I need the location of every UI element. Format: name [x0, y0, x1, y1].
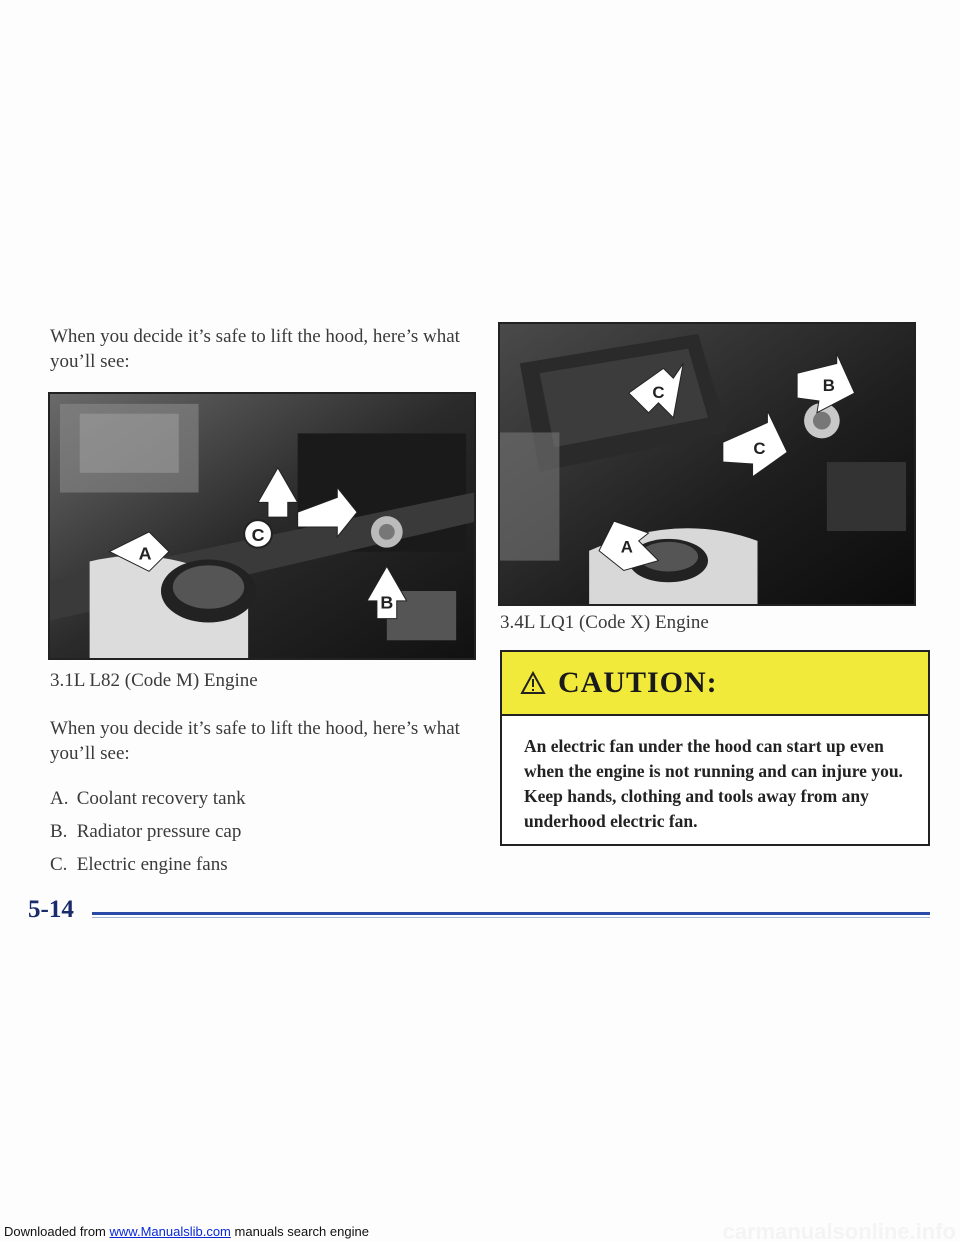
body-text: When you decide it’s safe to lift the hood, here’s what you’ll see: [50, 718, 460, 764]
right-label-b: B [822, 376, 835, 396]
right-label-c2: C [753, 439, 766, 459]
footer-suffix: manuals search engine [234, 1224, 369, 1239]
engine-photo-3-4l [498, 322, 916, 606]
list-item-text: Radiator pressure cap [76, 821, 242, 842]
list-item-text: Coolant recovery tank [76, 788, 246, 809]
page-rule [92, 912, 930, 915]
engine-photo-3-4l-graphic [500, 324, 914, 604]
page-rule-thin [92, 917, 930, 918]
engine-photo-3-1l [48, 392, 476, 660]
list-item [50, 854, 246, 887]
list-item-letter: A. [50, 788, 69, 809]
watermark: carmanualsonline.info [722, 1219, 956, 1244]
footer-prefix: Downloaded from [4, 1224, 106, 1239]
component-list [50, 788, 246, 887]
right-figure-caption: 3.4L LQ1 (Code X) Engine [500, 612, 709, 633]
right-label-a: A [620, 537, 633, 557]
intro-text: When you decide it’s safe to lift the hood, here’s what you’ll see: [50, 326, 460, 372]
left-figure-caption: 3.1L L82 (Code M) Engine [50, 670, 258, 691]
caution-body: An electric fan under the hood can start up even when the engine is not running and can injure you. Keep hands, clothing and tools away from any underhood electric fan. [524, 736, 903, 831]
left-label-a: A [138, 543, 152, 564]
page-number: 5-14 [28, 896, 74, 923]
list-item-text: Electric engine fans [76, 854, 228, 875]
list-item [50, 788, 246, 821]
manualslib-link[interactable]: www.Manualslib.com [109, 1224, 231, 1239]
left-label-b: B [380, 592, 394, 613]
engine-photo-3-1l-graphic [50, 394, 474, 658]
list-item-letter: B. [50, 821, 68, 842]
left-label-c: C [251, 524, 265, 545]
download-footer [0, 1219, 960, 1244]
caution-header [502, 652, 928, 716]
list-item-letter: C. [50, 854, 68, 875]
warning-triangle-icon [520, 671, 546, 695]
caution-title: CAUTION: [558, 666, 718, 699]
right-label-c1: C [652, 382, 665, 402]
caution-box [500, 650, 930, 846]
list-item [50, 821, 246, 854]
